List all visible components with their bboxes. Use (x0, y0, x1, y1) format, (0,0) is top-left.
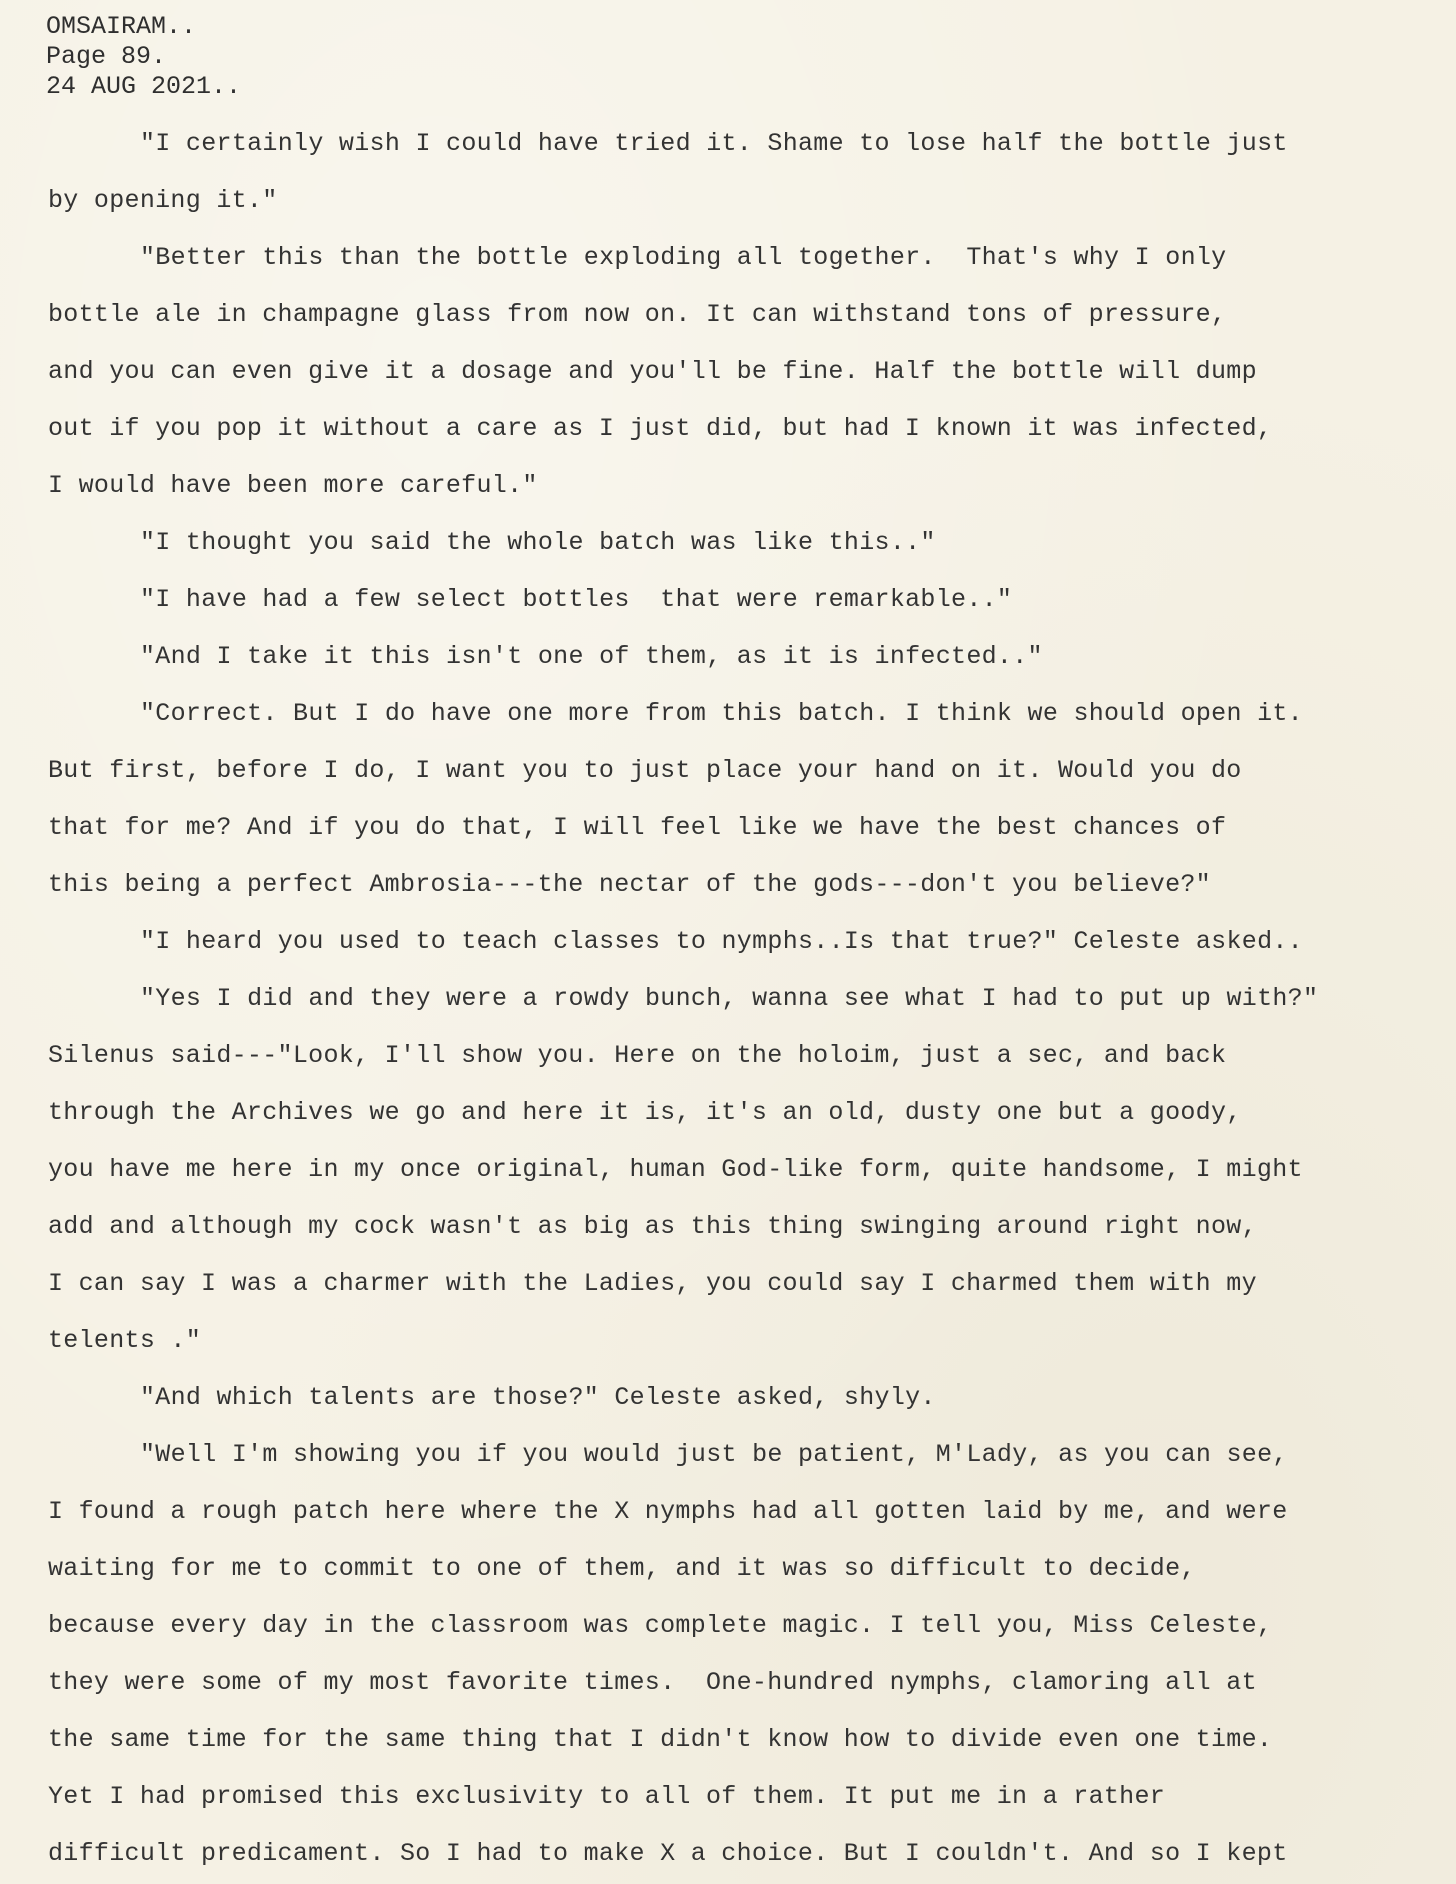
text-line: through the Archives we go and here it is, it's an old, dusty one but a goody, (48, 1098, 1242, 1127)
text-line: "Correct. But I do have one more from this batch. I think we should open it. (140, 699, 1303, 728)
text-line: "I thought you said the whole batch was like this.." (140, 528, 936, 557)
page-number: Page 89. (46, 42, 167, 71)
text-line: they were some of my most favorite times. One-hundred nymphs, clamoring all at (48, 1668, 1257, 1697)
text-line: add and although my cock wasn't as big as this thing swinging around right now, (48, 1212, 1257, 1241)
text-line: Yet I had promised this exclusivity to all of them. It put me in a rather (48, 1782, 1166, 1811)
text-line: because every day in the classroom was complete magic. I tell you, Miss Celeste, (48, 1611, 1273, 1640)
text-line: bottle ale in champagne glass from now on. It can withstand tons of pressure, (48, 300, 1227, 329)
text-line: "Yes I did and they were a rowdy bunch, wanna see what I had to put up with?" (140, 984, 1319, 1013)
text-line: Silenus said---"Look, I'll show you. Here on the holoim, just a sec, and back (48, 1041, 1227, 1070)
text-line: waiting for me to commit to one of them, and it was so difficult to decide, (48, 1554, 1196, 1583)
text-line: that for me? And if you do that, I will feel like we have the best chances of (48, 813, 1227, 842)
text-line: "Better this than the bottle exploding all together. That's why I only (140, 243, 1227, 272)
text-line: But first, before I do, I want you to just place your hand on it. Would you do (48, 756, 1242, 785)
text-line: telents ." (48, 1326, 202, 1355)
text-line: out if you pop it without a care as I just did, but had I known it was infected, (48, 414, 1273, 443)
text-line: you have me here in my once original, human God-like form, quite handsome, I might (48, 1155, 1303, 1184)
manuscript-body (48, 115, 1440, 1882)
text-line: this being a perfect Ambrosia---the nectar of the gods---don't you believe?" (48, 870, 1211, 899)
page-date: 24 AUG 2021.. (46, 72, 242, 101)
text-line: "And I take it this isn't one of them, as it is infected.." (140, 642, 1043, 671)
header-label: OMSAIRAM.. (46, 12, 197, 41)
text-line: "Well I'm showing you if you would just be patient, M'Lady, as you can see, (140, 1440, 1288, 1469)
text-line: the same time for the same thing that I didn't know how to divide even one time. (48, 1725, 1273, 1754)
text-line: "I heard you used to teach classes to nymphs..Is that true?" Celeste asked.. (140, 927, 1303, 956)
text-line: difficult predicament. So I had to make X a choice. But I couldn't. And so I kept (48, 1839, 1288, 1868)
text-line: and you can even give it a dosage and you'll be fine. Half the bottle will dump (48, 357, 1257, 386)
text-line: "I have had a few select bottles that were remarkable.." (140, 585, 1013, 614)
text-line: by opening it." (48, 186, 278, 215)
text-line: "I certainly wish I could have tried it. Shame to lose half the bottle just (140, 129, 1288, 158)
text-line: I can say I was a charmer with the Ladies, you could say I charmed them with my (48, 1269, 1257, 1298)
text-line: I would have been more careful." (48, 471, 538, 500)
text-line: I found a rough patch here where the X nymphs had all gotten laid by me, and were (48, 1497, 1288, 1526)
page-header (46, 12, 241, 102)
text-line: "And which talents are those?" Celeste asked, shyly. (140, 1383, 936, 1412)
